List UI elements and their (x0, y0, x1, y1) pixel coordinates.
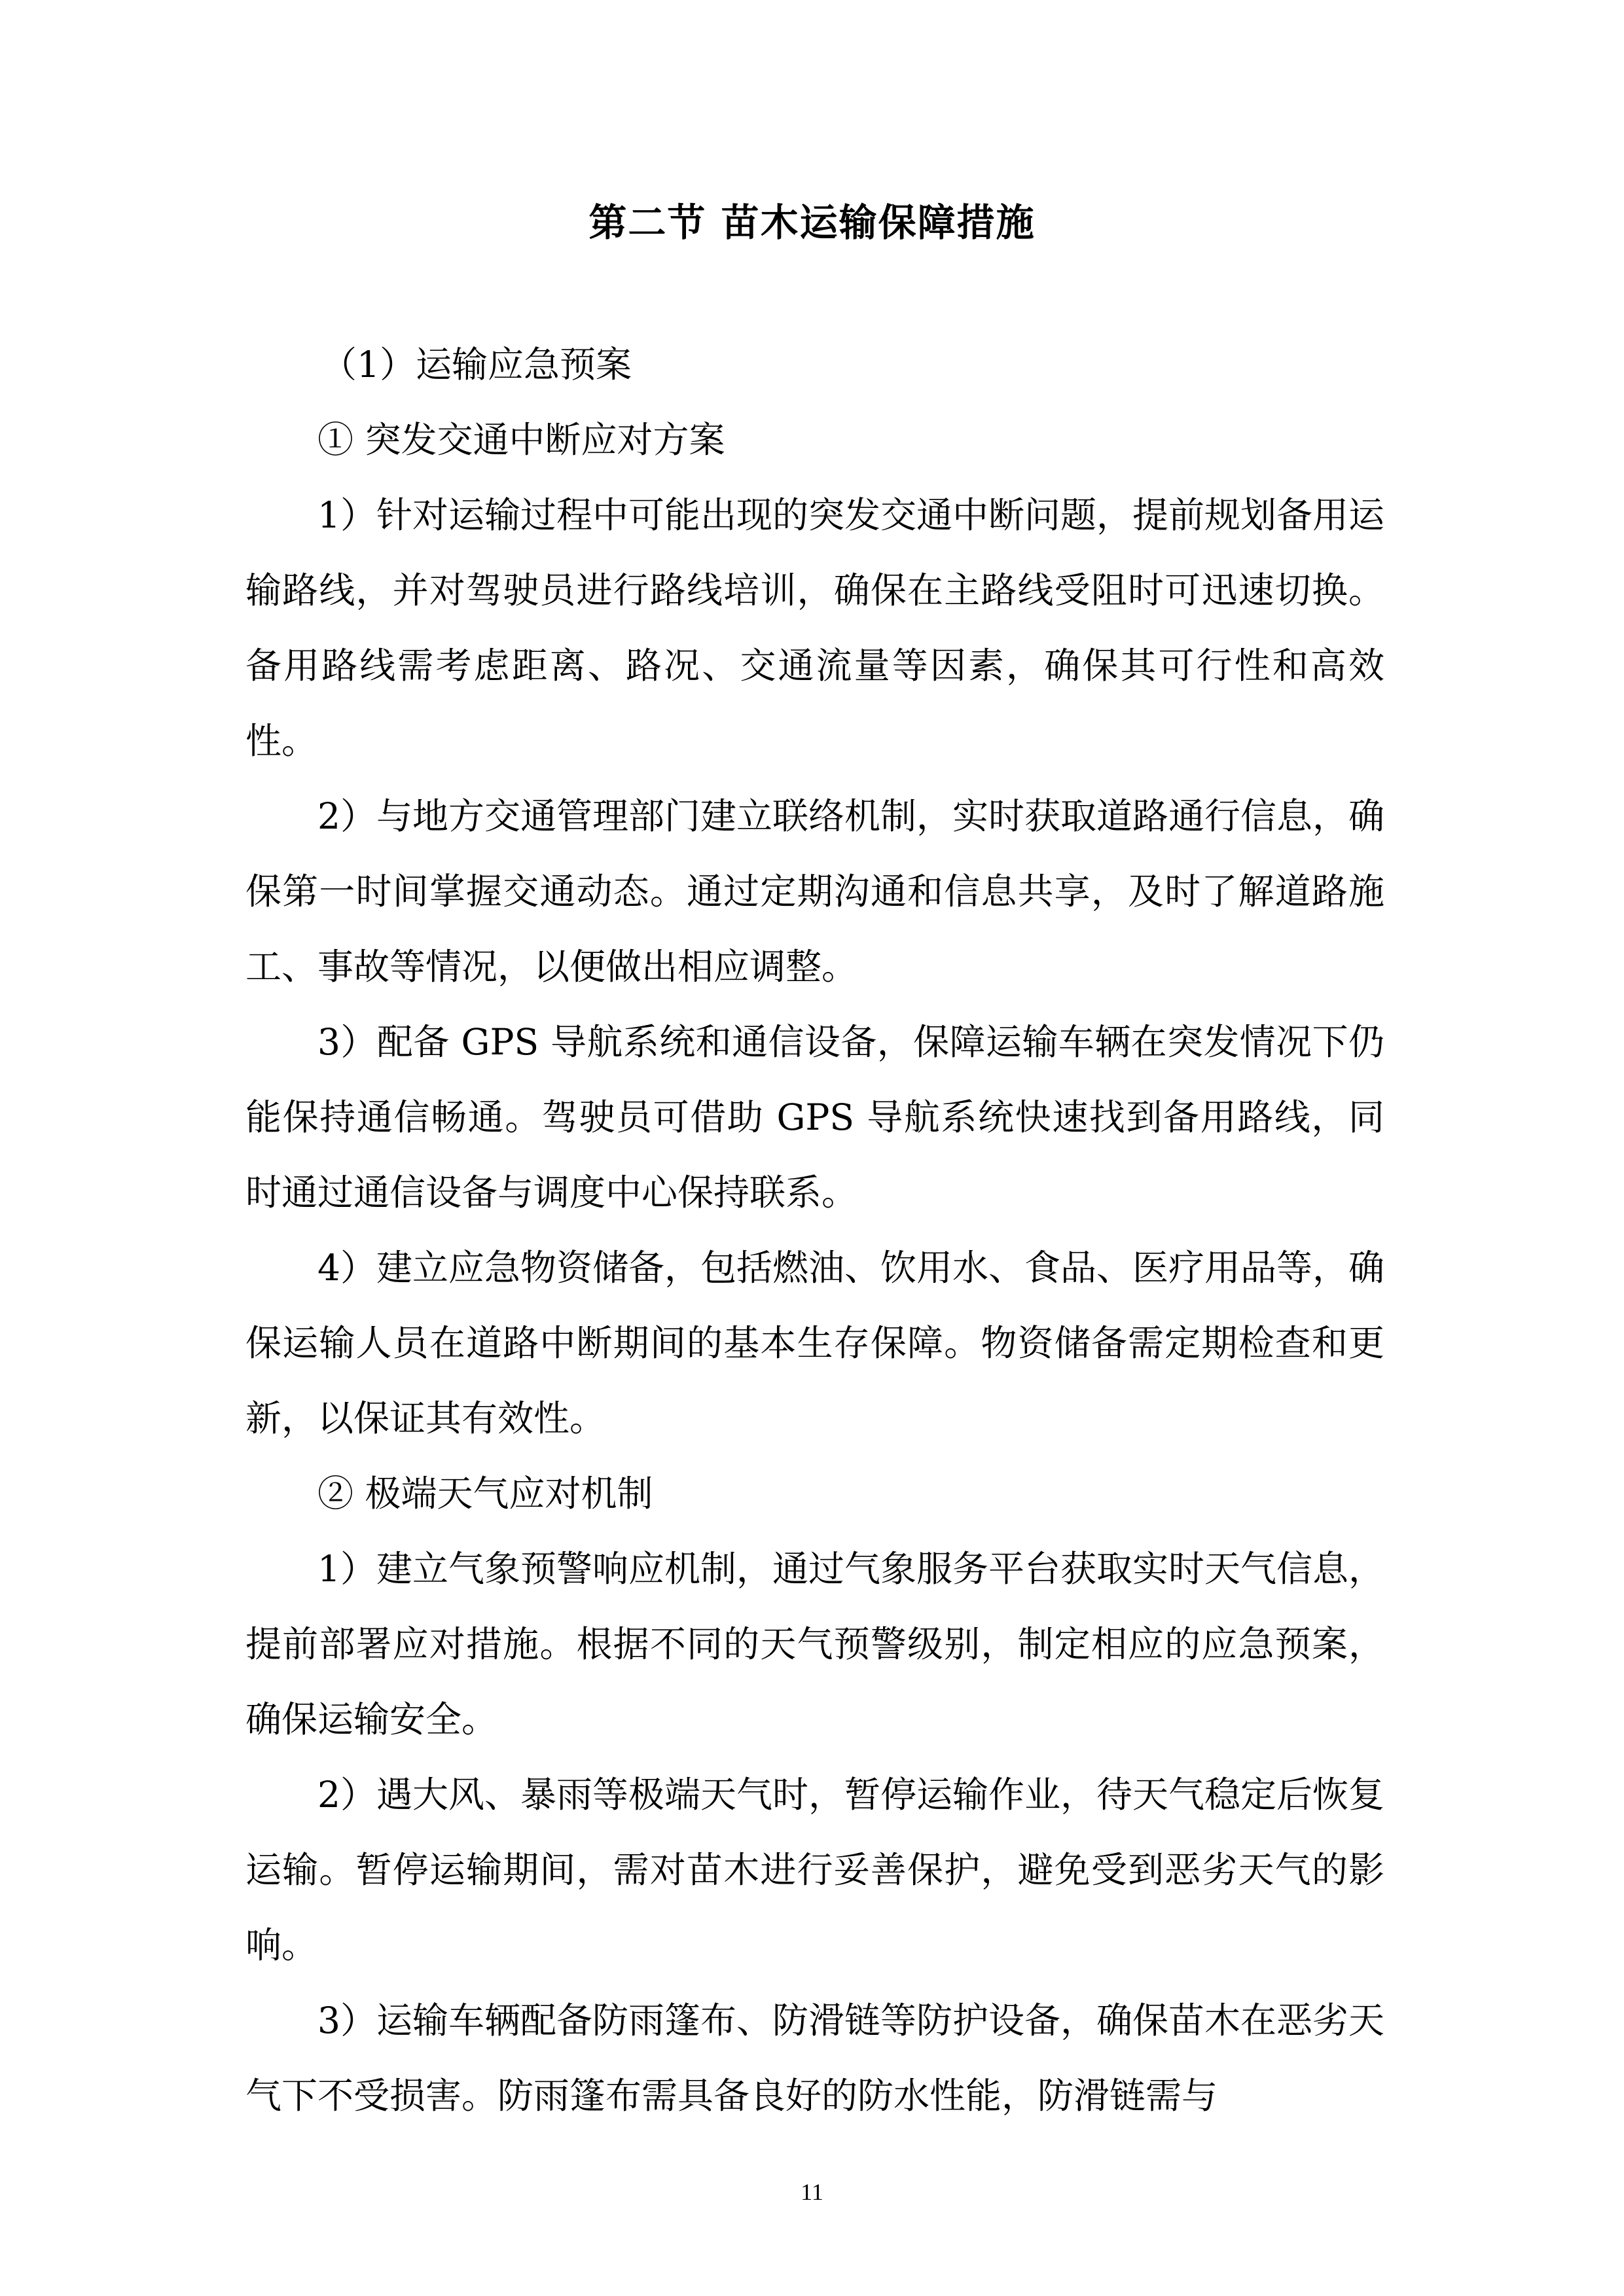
paragraph: 3）运输车辆配备防雨篷布、防滑链等防护设备，确保苗木在恶劣天气下不受损害。防雨篷布需具备良好的防水性能，防滑链需与 (245, 2000, 1384, 2117)
page-number: 11 (801, 2179, 823, 2205)
paragraph: 1）建立气象预警响应机制，通过气象服务平台获取实时天气信息，提前部署应对措施。根据不同的天气预警级别，制定相应的应急预案，确保运输安全。 (245, 1548, 1384, 1740)
document-body (245, 327, 1384, 2134)
subsection-heading-weather: ② 极端天气应对机制 (317, 1473, 653, 1515)
subsection-heading-traffic: ① 突发交通中断应对方案 (317, 419, 725, 461)
paragraph: 1）针对运输过程中可能出现的突发交通中断问题，提前规划备用运输路线，并对驾驶员进行路线培训，确保在主路线受阻时可迅速切换。备用路线需考虑距离、路况、交通流量等因素，确保其可行性和高效性。 (245, 494, 1384, 762)
paragraph: 2）与地方交通管理部门建立联络机制，实时获取道路通行信息，确保第一时间掌握交通动态。通过定期沟通和信息共享，及时了解道路施工、事故等情况，以便做出相应调整。 (245, 795, 1384, 988)
paragraph: 3）配备 GPS 导航系统和通信设备，保障运输车辆在突发情况下仍能保持通信畅通。驾驶员可借助 GPS 导航系统快速找到备用路线，同时通过通信设备与调度中心保持联系。 (245, 1021, 1384, 1213)
page-title: 第二节 苗木运输保障措施 (588, 200, 1036, 245)
paragraph: 4）建立应急物资储备，包括燃油、饮用水、食品、医疗用品等，确保运输人员在道路中断期间的基本生存保障。物资储备需定期检查和更新，以保证其有效性。 (245, 1247, 1384, 1439)
paragraph: 2）遇大风、暴雨等极端天气时，暂停运输作业，待天气稳定后恢复运输。暂停运输期间，需对苗木进行妥善保护，避免受到恶劣天气的影响。 (245, 1774, 1384, 1966)
section-heading: （1）运输应急预案 (321, 344, 632, 386)
